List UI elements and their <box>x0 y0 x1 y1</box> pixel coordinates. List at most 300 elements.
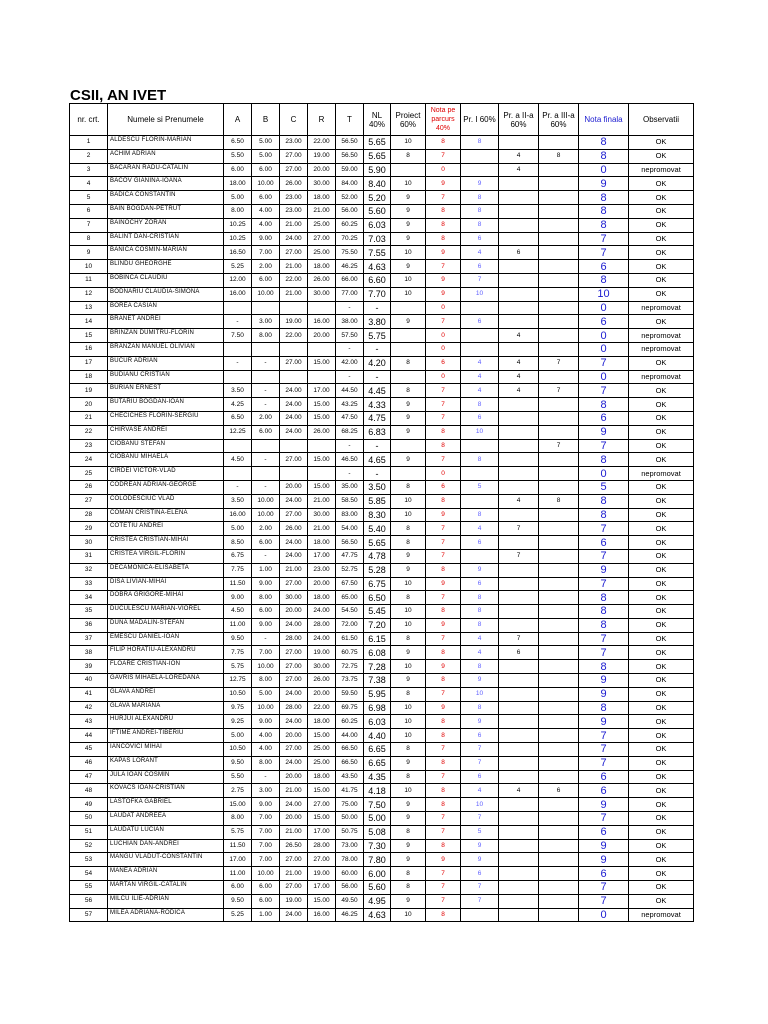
cell-r: 20.00 <box>308 163 336 177</box>
cell-nota-parcurs: 9 <box>426 853 461 867</box>
cell-b: 6.00 <box>252 894 280 908</box>
cell-pr2: 4 <box>499 784 539 798</box>
cell-pr2 <box>499 467 539 481</box>
cell-name: ALDESCU FLORIN-MARIAN <box>108 136 224 150</box>
cell-nota-parcurs: 8 <box>426 729 461 743</box>
cell-r: 25.00 <box>308 756 336 770</box>
cell-pr3 <box>539 798 579 812</box>
cell-t: 44.50 <box>336 384 364 398</box>
cell-t: 43.25 <box>336 398 364 412</box>
table-row <box>70 522 694 536</box>
cell-proiect: 10 <box>391 605 426 619</box>
cell-nl: 4.35 <box>364 770 391 784</box>
cell-t: 35.00 <box>336 480 364 494</box>
cell-c: 21.00 <box>280 825 308 839</box>
cell-nota-finala: 0 <box>579 163 629 177</box>
cell-b: 5.00 <box>252 136 280 150</box>
cell-nl: 6.98 <box>364 701 391 715</box>
cell-nr: 22 <box>70 425 108 439</box>
cell-name: CÎRDEI VICTOR-VLAD <box>108 467 224 481</box>
cell-b: 9.00 <box>252 232 280 246</box>
cell-nota-parcurs: 7 <box>426 549 461 563</box>
cell-pr2 <box>499 508 539 522</box>
cell-nl: 5.40 <box>364 522 391 536</box>
cell-proiect <box>391 329 426 343</box>
cell-nl: 5.45 <box>364 605 391 619</box>
table-row <box>70 853 694 867</box>
cell-r: 22.00 <box>308 136 336 150</box>
cell-a: 8.00 <box>224 812 252 826</box>
cell-pr1: 8 <box>461 204 499 218</box>
cell-nl: 8.40 <box>364 177 391 191</box>
cell-observatii: OK <box>629 536 694 550</box>
cell-nr: 18 <box>70 370 108 384</box>
cell-nr: 57 <box>70 908 108 922</box>
cell-proiect: 10 <box>391 494 426 508</box>
cell-a: - <box>224 480 252 494</box>
cell-proiect: 10 <box>391 729 426 743</box>
cell-c: 23.00 <box>280 191 308 205</box>
cell-pr3 <box>539 591 579 605</box>
cell-nota-finala: 8 <box>579 701 629 715</box>
cell-a: - <box>224 356 252 370</box>
cell-r: 18.00 <box>308 260 336 274</box>
cell-a: 10.50 <box>224 743 252 757</box>
cell-t: 60.75 <box>336 646 364 660</box>
cell-nr: 28 <box>70 508 108 522</box>
cell-pr3: 7 <box>539 356 579 370</box>
table-row <box>70 674 694 688</box>
cell-nl: 7.38 <box>364 674 391 688</box>
cell-nota-finala: 7 <box>579 729 629 743</box>
cell-proiect: 10 <box>391 136 426 150</box>
cell-observatii: OK <box>629 549 694 563</box>
cell-a: 5.50 <box>224 149 252 163</box>
table-row <box>70 398 694 412</box>
cell-c: 20.00 <box>280 812 308 826</box>
cell-observatii: OK <box>629 605 694 619</box>
cell-pr3 <box>539 232 579 246</box>
cell-t: 41.75 <box>336 784 364 798</box>
cell-pr1: 6 <box>461 260 499 274</box>
cell-nr: 35 <box>70 605 108 619</box>
cell-pr2 <box>499 411 539 425</box>
cell-name: BANICA COSMIN-MARIAN <box>108 246 224 260</box>
cell-nota-parcurs: 8 <box>426 605 461 619</box>
cell-nl: - <box>364 370 391 384</box>
cell-pr1 <box>461 908 499 922</box>
cell-observatii: OK <box>629 687 694 701</box>
col-header-nl: NL 40% <box>364 104 391 136</box>
cell-proiect: 9 <box>391 549 426 563</box>
table-row <box>70 260 694 274</box>
cell-t: - <box>336 301 364 315</box>
cell-b: 6.00 <box>252 273 280 287</box>
cell-b: 9.00 <box>252 798 280 812</box>
cell-nota-finala: 6 <box>579 260 629 274</box>
cell-c: 20.00 <box>280 770 308 784</box>
cell-b: 8.00 <box>252 329 280 343</box>
cell-name: BUTARIU BOGDAN-IOAN <box>108 398 224 412</box>
cell-t: 56.00 <box>336 204 364 218</box>
cell-nota-finala: 7 <box>579 384 629 398</box>
cell-nr: 30 <box>70 536 108 550</box>
cell-observatii: OK <box>629 273 694 287</box>
cell-a: 5.00 <box>224 191 252 205</box>
cell-c: 24.00 <box>280 549 308 563</box>
cell-pr3 <box>539 204 579 218</box>
cell-name: LUCHIAN DAN-ANDREI <box>108 839 224 853</box>
cell-b: 1.00 <box>252 563 280 577</box>
table-row <box>70 149 694 163</box>
cell-nota-finala: 0 <box>579 370 629 384</box>
cell-proiect <box>391 439 426 453</box>
cell-pr2 <box>499 260 539 274</box>
cell-name: BUDIANU CRISTIAN <box>108 370 224 384</box>
cell-pr2 <box>499 204 539 218</box>
cell-a: 12.00 <box>224 273 252 287</box>
cell-proiect: 9 <box>391 398 426 412</box>
cell-observatii: OK <box>629 522 694 536</box>
cell-pr3: 8 <box>539 494 579 508</box>
cell-pr3 <box>539 163 579 177</box>
cell-b: 6.00 <box>252 163 280 177</box>
cell-nr: 54 <box>70 867 108 881</box>
table-row <box>70 232 694 246</box>
cell-nota-finala: 8 <box>579 273 629 287</box>
cell-pr3 <box>539 549 579 563</box>
cell-nota-parcurs: 7 <box>426 867 461 881</box>
cell-nota-finala: 8 <box>579 191 629 205</box>
cell-nota-parcurs: 7 <box>426 687 461 701</box>
cell-c: 24.00 <box>280 411 308 425</box>
cell-nota-finala: 0 <box>579 467 629 481</box>
cell-pr3 <box>539 301 579 315</box>
cell-t: 73.00 <box>336 839 364 853</box>
cell-c: 24.00 <box>280 494 308 508</box>
cell-nota-parcurs: 8 <box>426 715 461 729</box>
cell-pr1: 8 <box>461 591 499 605</box>
cell-pr1: 5 <box>461 825 499 839</box>
cell-name: JULA IOAN COSMIN <box>108 770 224 784</box>
cell-a: 3.50 <box>224 384 252 398</box>
cell-a: 18.00 <box>224 177 252 191</box>
cell-t: 38.00 <box>336 315 364 329</box>
cell-t: 67.50 <box>336 577 364 591</box>
cell-nota-parcurs: 7 <box>426 591 461 605</box>
cell-observatii: OK <box>629 232 694 246</box>
cell-nl: 4.18 <box>364 784 391 798</box>
cell-nl: 5.65 <box>364 136 391 150</box>
cell-a: 5.75 <box>224 660 252 674</box>
cell-c: 27.00 <box>280 453 308 467</box>
cell-nl: 7.03 <box>364 232 391 246</box>
cell-nl: 5.00 <box>364 812 391 826</box>
cell-pr1: 9 <box>461 674 499 688</box>
cell-t: 84.00 <box>336 177 364 191</box>
cell-c: 23.00 <box>280 136 308 150</box>
cell-b <box>252 301 280 315</box>
cell-r <box>308 342 336 356</box>
cell-name: BAINOCHY ZORAN <box>108 218 224 232</box>
cell-r: 20.00 <box>308 329 336 343</box>
cell-pr3 <box>539 729 579 743</box>
cell-pr2 <box>499 273 539 287</box>
table-row <box>70 287 694 301</box>
cell-pr2 <box>499 453 539 467</box>
cell-b: 6.00 <box>252 881 280 895</box>
cell-a: 9.50 <box>224 756 252 770</box>
cell-name: GLAVA ANDREI <box>108 687 224 701</box>
cell-proiect: 10 <box>391 660 426 674</box>
cell-proiect: 10 <box>391 246 426 260</box>
cell-pr2 <box>499 563 539 577</box>
cell-pr3 <box>539 398 579 412</box>
cell-r: 15.00 <box>308 480 336 494</box>
cell-observatii: OK <box>629 453 694 467</box>
cell-nr: 4 <box>70 177 108 191</box>
cell-a: 8.50 <box>224 536 252 550</box>
cell-r: 26.00 <box>308 425 336 439</box>
cell-nota-finala: 6 <box>579 770 629 784</box>
cell-nota-parcurs: 7 <box>426 149 461 163</box>
cell-name: CHECICHES FLORIN-SERGIU <box>108 411 224 425</box>
cell-nota-finala: 9 <box>579 853 629 867</box>
cell-nota-parcurs: 9 <box>426 577 461 591</box>
cell-c: 19.00 <box>280 894 308 908</box>
cell-c <box>280 301 308 315</box>
cell-name: CRISTEA VIRGIL-FLORIN <box>108 549 224 563</box>
cell-name: CIOBANU MIHAELA <box>108 453 224 467</box>
table-row <box>70 204 694 218</box>
cell-r: 18.00 <box>308 591 336 605</box>
cell-pr1: 4 <box>461 384 499 398</box>
cell-b: 9.00 <box>252 577 280 591</box>
cell-a: 11.50 <box>224 577 252 591</box>
cell-nl: 7.28 <box>364 660 391 674</box>
cell-proiect: 10 <box>391 177 426 191</box>
cell-nota-parcurs: 7 <box>426 894 461 908</box>
cell-nota-parcurs: 9 <box>426 660 461 674</box>
cell-b <box>252 467 280 481</box>
table-row <box>70 867 694 881</box>
cell-nr: 25 <box>70 467 108 481</box>
cell-proiect: 8 <box>391 149 426 163</box>
cell-nr: 11 <box>70 273 108 287</box>
cell-pr1: 6 <box>461 867 499 881</box>
cell-pr3 <box>539 177 579 191</box>
cell-nota-parcurs: 7 <box>426 743 461 757</box>
cell-nota-finala: 8 <box>579 149 629 163</box>
cell-t: 57.50 <box>336 329 364 343</box>
cell-r: 25.00 <box>308 246 336 260</box>
cell-proiect: 8 <box>391 384 426 398</box>
cell-name: COLODESCIUC VLAD <box>108 494 224 508</box>
cell-t: 50.00 <box>336 812 364 826</box>
col-header-r: R <box>308 104 336 136</box>
cell-r: 17.00 <box>308 384 336 398</box>
cell-nr: 55 <box>70 881 108 895</box>
cell-pr3: 6 <box>539 784 579 798</box>
cell-pr3 <box>539 315 579 329</box>
table-row <box>70 632 694 646</box>
cell-observatii: OK <box>629 729 694 743</box>
cell-nl: 4.65 <box>364 453 391 467</box>
cell-pr3 <box>539 756 579 770</box>
cell-b: 7.00 <box>252 839 280 853</box>
cell-b: 9.00 <box>252 715 280 729</box>
cell-nota-parcurs: 8 <box>426 425 461 439</box>
cell-t: 46.25 <box>336 260 364 274</box>
cell-c: 27.00 <box>280 743 308 757</box>
cell-c: 24.00 <box>280 715 308 729</box>
cell-nota-parcurs: 7 <box>426 536 461 550</box>
cell-a: 16.00 <box>224 508 252 522</box>
cell-b: 5.00 <box>252 149 280 163</box>
cell-nota-finala: 9 <box>579 425 629 439</box>
cell-pr2: 7 <box>499 549 539 563</box>
cell-pr3 <box>539 867 579 881</box>
cell-nr: 26 <box>70 480 108 494</box>
cell-nota-parcurs: 0 <box>426 301 461 315</box>
cell-b: 2.00 <box>252 522 280 536</box>
cell-proiect: 10 <box>391 908 426 922</box>
cell-r: 15.00 <box>308 729 336 743</box>
cell-t: - <box>336 467 364 481</box>
cell-t: 75.50 <box>336 246 364 260</box>
cell-c: 27.00 <box>280 881 308 895</box>
cell-pr2 <box>499 729 539 743</box>
cell-observatii: OK <box>629 439 694 453</box>
cell-nl: 7.80 <box>364 853 391 867</box>
cell-t: 59.50 <box>336 687 364 701</box>
cell-pr3 <box>539 425 579 439</box>
cell-a: 5.50 <box>224 770 252 784</box>
cell-proiect: 9 <box>391 839 426 853</box>
cell-pr2: 4 <box>499 384 539 398</box>
cell-nota-finala: 7 <box>579 756 629 770</box>
table-row <box>70 453 694 467</box>
cell-nl: 7.30 <box>364 839 391 853</box>
col-header-observatii: Observatii <box>629 104 694 136</box>
cell-pr3 <box>539 701 579 715</box>
cell-c: 24.00 <box>280 618 308 632</box>
cell-nl: 4.63 <box>364 260 391 274</box>
cell-nl: 6.00 <box>364 867 391 881</box>
cell-c <box>280 439 308 453</box>
cell-pr2 <box>499 218 539 232</box>
cell-nl: 5.75 <box>364 329 391 343</box>
cell-r: 28.00 <box>308 839 336 853</box>
cell-pr2 <box>499 756 539 770</box>
cell-observatii: OK <box>629 674 694 688</box>
cell-name: DOBRA GRIGORE-MIHAI <box>108 591 224 605</box>
cell-pr1 <box>461 342 499 356</box>
cell-nota-parcurs: 8 <box>426 784 461 798</box>
cell-proiect: 9 <box>391 563 426 577</box>
table-row <box>70 756 694 770</box>
cell-pr1: 4 <box>461 646 499 660</box>
cell-b: 7.00 <box>252 825 280 839</box>
table-row <box>70 218 694 232</box>
cell-a: 5.25 <box>224 260 252 274</box>
cell-nl: 6.65 <box>364 743 391 757</box>
cell-pr3 <box>539 522 579 536</box>
cell-nota-finala: 8 <box>579 660 629 674</box>
cell-observatii: OK <box>629 646 694 660</box>
cell-a: 7.75 <box>224 646 252 660</box>
cell-pr2: 4 <box>499 494 539 508</box>
cell-pr2 <box>499 398 539 412</box>
cell-pr1: 4 <box>461 370 499 384</box>
cell-r: 15.00 <box>308 784 336 798</box>
cell-pr2 <box>499 301 539 315</box>
cell-nl: 5.85 <box>364 494 391 508</box>
cell-name: BRINZAN DUMITRU-FLORIN <box>108 329 224 343</box>
cell-pr3 <box>539 632 579 646</box>
cell-proiect: 9 <box>391 204 426 218</box>
cell-t: 60.00 <box>336 867 364 881</box>
table-row <box>70 577 694 591</box>
cell-nota-finala: 0 <box>579 301 629 315</box>
col-header-a: A <box>224 104 252 136</box>
cell-b: - <box>252 453 280 467</box>
cell-nota-parcurs: 8 <box>426 798 461 812</box>
cell-name: DISA LIVIAN-MIHAI <box>108 577 224 591</box>
cell-nl: 6.03 <box>364 218 391 232</box>
cell-c: 21.00 <box>280 260 308 274</box>
cell-t: 59.00 <box>336 163 364 177</box>
cell-pr1: 9 <box>461 715 499 729</box>
cell-b: 10.00 <box>252 287 280 301</box>
cell-name: IFTIME ANDREI-TIBERIU <box>108 729 224 743</box>
cell-nota-finala: 7 <box>579 356 629 370</box>
cell-pr2 <box>499 812 539 826</box>
cell-t: 56.50 <box>336 536 364 550</box>
cell-nl: 4.78 <box>364 549 391 563</box>
cell-t: 56.50 <box>336 136 364 150</box>
cell-observatii: OK <box>629 743 694 757</box>
cell-pr3: 7 <box>539 439 579 453</box>
cell-nota-parcurs: 0 <box>426 329 461 343</box>
cell-pr1: 6 <box>461 232 499 246</box>
cell-pr3 <box>539 660 579 674</box>
cell-proiect: 9 <box>391 798 426 812</box>
cell-b: - <box>252 632 280 646</box>
cell-b: 5.00 <box>252 687 280 701</box>
cell-nr: 7 <box>70 218 108 232</box>
cell-nl: 7.55 <box>364 246 391 260</box>
cell-a: 15.00 <box>224 798 252 812</box>
cell-proiect: 8 <box>391 881 426 895</box>
cell-pr3 <box>539 881 579 895</box>
cell-nl: 7.50 <box>364 798 391 812</box>
cell-nl: 5.65 <box>364 536 391 550</box>
cell-pr3 <box>539 825 579 839</box>
cell-proiect: 8 <box>391 825 426 839</box>
cell-a <box>224 301 252 315</box>
cell-observatii: OK <box>629 356 694 370</box>
cell-pr3 <box>539 536 579 550</box>
cell-pr1: 8 <box>461 218 499 232</box>
table-row <box>70 687 694 701</box>
cell-nl: 3.80 <box>364 315 391 329</box>
cell-nl: 5.20 <box>364 191 391 205</box>
table-row <box>70 549 694 563</box>
cell-pr1: 4 <box>461 246 499 260</box>
cell-r: 15.00 <box>308 894 336 908</box>
cell-a: 9.50 <box>224 632 252 646</box>
